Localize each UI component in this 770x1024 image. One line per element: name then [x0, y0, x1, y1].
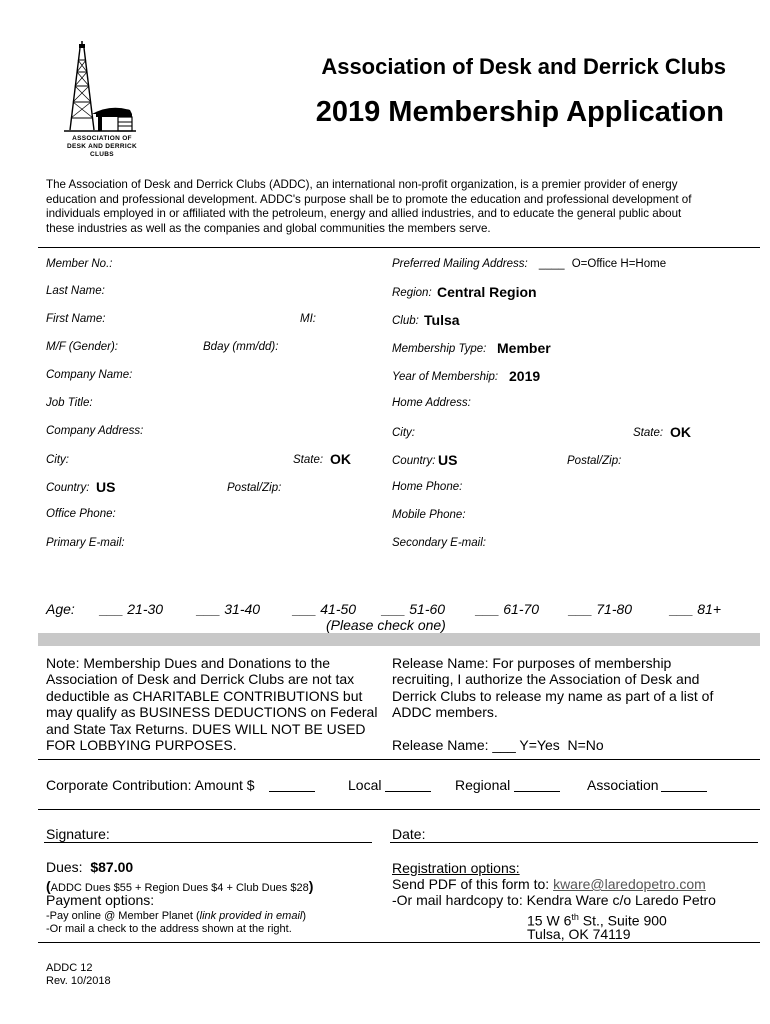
release-name-blank[interactable]: ___: [492, 737, 516, 753]
mail-address-line2: 15 W 6th St., Suite 900: [527, 912, 667, 929]
home-state-label: State:: [633, 427, 664, 439]
divider-top: [38, 247, 760, 248]
home-postal-label: Postal/Zip:: [567, 455, 622, 467]
club-label: Club:: [392, 315, 419, 327]
home-country-label: Country:: [392, 455, 436, 467]
contribution-amount-blank[interactable]: [269, 791, 315, 792]
primary-email-label: Primary E-mail:: [46, 537, 125, 549]
age-option-31-40[interactable]: ___ 31-40: [197, 601, 261, 617]
divider-contribution: [38, 759, 760, 760]
mail-hardcopy-line: -Or mail hardcopy to: Kendra Ware c/o Laredo Petro: [392, 892, 716, 908]
dues-line: Dues: $87.00: [46, 859, 134, 875]
pay-check-option: -Or mail a check to the address shown at the right.: [46, 923, 292, 935]
divider-bottom: [38, 942, 760, 943]
gender-label: M/F (Gender):: [46, 341, 118, 353]
age-hint: (Please check one): [326, 617, 446, 633]
release-statement: Release Name: For purposes of membership recruiting, I authorize the Association of Desk and Derrick Clubs to release my name as part of a list of ADDC members.: [392, 655, 714, 721]
signature-line[interactable]: [44, 842, 372, 843]
member-no-label: Member No.:: [46, 258, 113, 270]
divider-signature: [38, 809, 760, 810]
office-phone-label: Office Phone:: [46, 508, 116, 520]
form-title: 2019 Membership Application: [315, 96, 724, 128]
logo: [52, 38, 152, 163]
form-revision: Rev. 10/2018: [46, 975, 111, 987]
contribution-amount-label: Corporate Contribution: Amount $: [46, 777, 255, 793]
contribution-regional-label: Regional: [455, 777, 511, 793]
membership-type-label: Membership Type:: [392, 343, 487, 355]
mailing-address-label: Preferred Mailing Address: ____ O=Office H=Home: [392, 258, 667, 270]
payment-options-title: Payment options:: [46, 892, 155, 908]
age-option-71-80[interactable]: ___ 71-80: [569, 601, 633, 617]
oil-derrick-logo-icon: [52, 38, 152, 138]
first-name-label: First Name:: [46, 313, 106, 325]
send-pdf-line: Send PDF of this form to: kware@laredopetro.com: [392, 876, 706, 892]
logo-text: ASSOCIATION OF DESK AND DERRICK CLUBS: [67, 135, 137, 158]
contribution-regional-blank[interactable]: [514, 791, 560, 792]
company-address-label: Company Address:: [46, 425, 144, 437]
secondary-email-label: Secondary E-mail:: [392, 537, 486, 549]
club-value: Tulsa: [424, 312, 460, 328]
mi-label: MI:: [300, 313, 316, 325]
mobile-phone-label: Mobile Phone:: [392, 509, 466, 521]
mail-address-line3: Tulsa, OK 74119: [527, 926, 631, 942]
home-city-label: City:: [392, 427, 415, 439]
age-label: Age:: [46, 601, 75, 617]
age-option-61-70[interactable]: ___ 61-70: [476, 601, 540, 617]
date-label: Date:: [392, 826, 426, 842]
company-state-value: OK: [330, 451, 351, 467]
age-option-21-30[interactable]: ___ 21-30: [100, 601, 164, 617]
gray-band: [38, 633, 760, 646]
company-name-label: Company Name:: [46, 369, 133, 381]
tax-note: Note: Membership Dues and Donations to the Association of Desk and Derrick Clubs are not tax deductible as CHARITABLE CONTRIBUTIONS but may qualify as BUSINESS DEDUCTIONS on Federal and State Tax Returns. DUES WILL NOT BE USED FOR LOBBYING PURPOSES.: [46, 655, 378, 754]
company-country-value: US: [96, 479, 116, 495]
release-name-field: Release Name: ___ Y=Yes N=No: [392, 737, 604, 753]
company-city-label: City:: [46, 454, 69, 466]
home-state-value: OK: [670, 424, 691, 440]
contribution-association-label: Association: [587, 777, 659, 793]
home-phone-label: Home Phone:: [392, 481, 463, 493]
dues-breakdown: (ADDC Dues $55 + Region Dues $4 + Club Dues $28): [46, 878, 314, 894]
last-name-label: Last Name:: [46, 285, 105, 297]
contribution-local-blank[interactable]: [385, 791, 431, 792]
year-label: Year of Membership:: [392, 371, 499, 383]
region-value: Central Region: [437, 284, 537, 300]
membership-type-value: Member: [497, 340, 551, 356]
registration-email-link[interactable]: kware@laredopetro.com: [553, 876, 706, 892]
bday-label: Bday (mm/dd):: [203, 341, 279, 353]
region-label: Region:: [392, 287, 432, 299]
home-country-value: US: [438, 452, 458, 468]
signature-label: Signature:: [46, 826, 110, 842]
age-option-51-60[interactable]: ___ 51-60: [382, 601, 446, 617]
year-value: 2019: [509, 368, 541, 384]
dues-amount: $87.00: [90, 859, 134, 875]
intro-paragraph: The Association of Desk and Derrick Clubs (ADDC), an international non-profit organization, is a premier provider of energy education and professional development. ADDC's purpose shall be to promote the education and professional development of individuals employed in or affiliated with the petroleum, energy and allied industries, and to educate the general public about these industries as well as the companies and global communities the members serve.: [46, 178, 692, 235]
date-line[interactable]: [390, 842, 758, 843]
age-option-81-plus[interactable]: ___ 81+: [670, 601, 721, 617]
pay-online-option: -Pay online @ Member Planet (link provided in email): [46, 910, 307, 922]
job-title-label: Job Title:: [46, 397, 93, 409]
form-code: ADDC 12: [46, 962, 93, 974]
age-option-41-50[interactable]: ___ 41-50: [293, 601, 357, 617]
mailing-address-blank[interactable]: ____: [538, 258, 565, 270]
contribution-association-blank[interactable]: [661, 791, 707, 792]
company-country-label: Country:: [46, 482, 90, 494]
contribution-local-label: Local: [348, 777, 382, 793]
org-title: Association of Desk and Derrick Clubs: [321, 54, 726, 79]
home-address-label: Home Address:: [392, 397, 471, 409]
registration-title: Registration options:: [392, 860, 520, 876]
company-state-label: State:: [293, 454, 324, 466]
company-postal-label: Postal/Zip:: [227, 482, 282, 494]
